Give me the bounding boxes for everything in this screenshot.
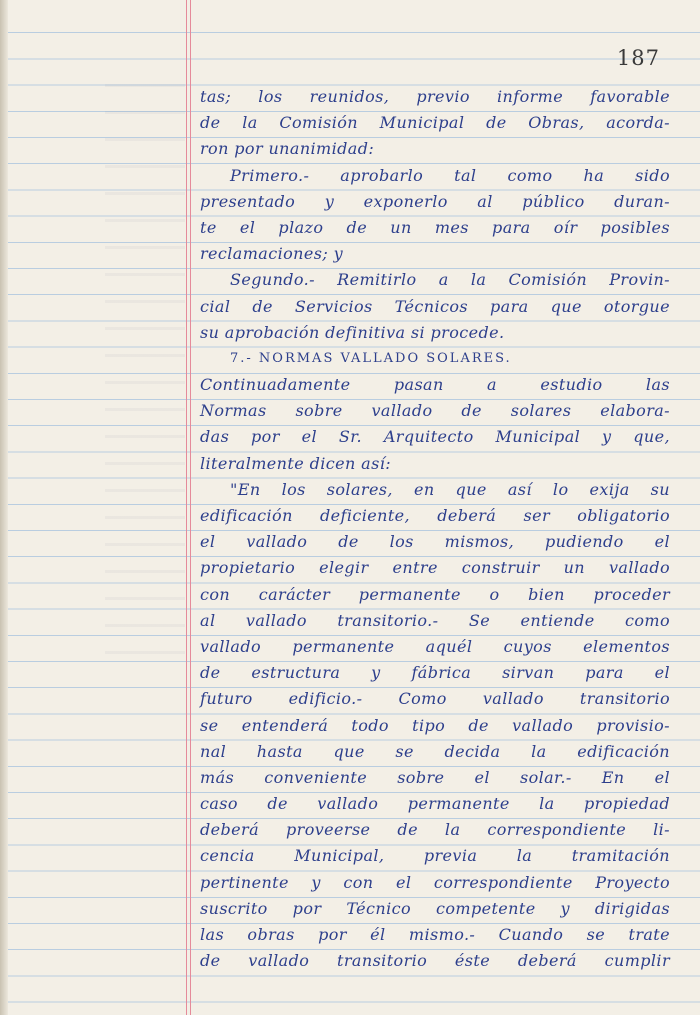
text-line: pertinente y con el correspondiente Proyecto (200, 872, 670, 892)
text-line: edificación deficiente, deberá ser obligatorio (200, 506, 670, 525)
text-line: tas; los reunidos, previo informe favorable (200, 87, 670, 106)
text-line: de la Comisión Municipal de Obras, acorda- (200, 113, 670, 133)
text-line: cencia Municipal, previa la tramitación (200, 846, 670, 866)
text-line: se entenderá todo tipo de vallado provisio- (200, 715, 670, 735)
text-line: propietario elegir entre construir un vallado (200, 558, 670, 578)
handwritten-text (200, 84, 670, 974)
text-line: al vallado transitorio.- Se entiende como (200, 610, 670, 630)
text-line: das por el Sr. Arquitecto Municipal y que, (200, 427, 670, 447)
text-line: Segundo.- Remitirlo a la Comisión Provin- (230, 270, 670, 290)
text-line: presentado y exponerlo al público duran- (200, 191, 670, 211)
text-line: "En los solares, en que así lo exija su (230, 479, 670, 499)
text-line: las obras por él mismo.- Cuando se trate (200, 925, 670, 944)
text-line: más conveniente sobre el solar.- En el (200, 767, 670, 787)
margin-line (186, 0, 187, 1015)
text-line: reclamaciones; y (200, 244, 344, 264)
margin-line (190, 0, 191, 1015)
text-line: caso de vallado permanente la propiedad (200, 794, 670, 814)
text-line: Normas sobre vallado de solares elabora- (200, 401, 670, 421)
section-heading: 7.- NORMAS VALLADO SOLARES. (230, 350, 512, 366)
text-line: Primero.- aprobarlo tal como ha sido (230, 165, 670, 185)
page-edge (0, 0, 8, 1015)
ink-bleed-through (105, 60, 185, 660)
text-line: su aprobación definitiva si procede. (200, 322, 505, 342)
text-line: cial de Servicios Técnicos para que otorgue (200, 296, 670, 316)
text-line: literalmente dicen así: (200, 453, 392, 473)
text-line: de vallado transitorio éste deberá cumplir (200, 951, 670, 971)
text-line: con carácter permanente o bien proceder (200, 584, 670, 604)
text-line: vallado permanente aquél cuyos elementos (200, 636, 670, 656)
text-line: ron por unanimidad: (200, 139, 375, 159)
text-line: de estructura y fábrica sirvan para el (200, 663, 670, 683)
text-line: suscrito por Técnico competente y dirigidas (200, 898, 670, 918)
text-line: futuro edificio.- Como vallado transitorio (200, 689, 670, 709)
text-line: nal hasta que se decida la edificación (200, 741, 670, 761)
text-line: deberá proveerse de la correspondiente li- (200, 820, 670, 840)
text-line: Continuadamente pasan a estudio las (200, 375, 670, 395)
text-line: el vallado de los mismos, pudiendo el (200, 532, 670, 552)
page-number: 187 (616, 46, 660, 70)
text-line: te el plazo de un mes para oír posibles (200, 217, 670, 237)
